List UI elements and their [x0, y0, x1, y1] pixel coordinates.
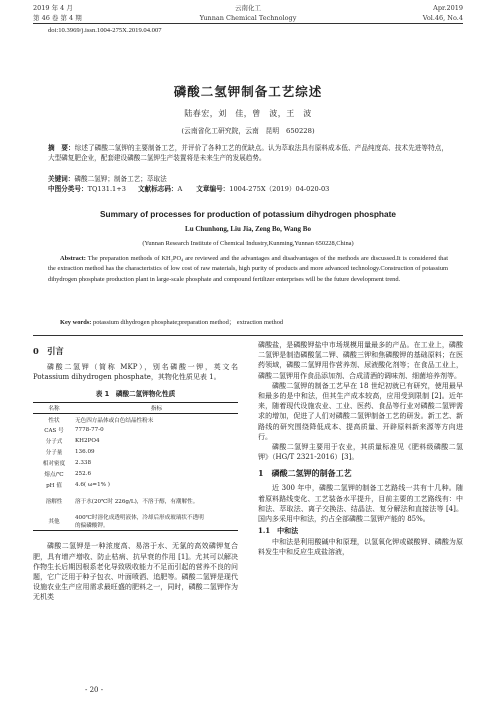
keywords-en-label: Key words:: [60, 319, 92, 326]
cls-value: TQ131.1+3: [87, 185, 126, 193]
header-rule: [33, 23, 463, 24]
table1-cell-name: 性状: [48, 417, 60, 424]
keywords-en: [48, 318, 468, 328]
subsection-1-1-paragraph: 中和法是利用酸碱中和原理，以氢氧化钾或碳酸钾、磷酸为原料发生中和反应生成盐溶液，: [258, 538, 463, 557]
article-no-value: 1004-275X（2019）04-020-03: [229, 185, 330, 193]
header-volume-cn: 第 46 卷 第 4 期: [33, 14, 82, 22]
right-paragraph-1: 磷酸盐，是磷酸钾盐中市场规模用量最多的产品。在工业上，磷酸二氢钾是制造磷酸氢二钾、磷酸三钾和焦磷酸钾的基础原料；在医药领域，磷酸二氢钾用作营养剂、尿液酸化剂等；在食品工业上，磷酸二氢钾用作食品添加剂、合成清酒的调味剂、细菌培养剂等。: [258, 341, 463, 380]
table1-cell-name: pH 值: [46, 483, 62, 490]
table1-row: [33, 425, 238, 436]
table1: [33, 402, 238, 531]
table1-cell-value: KH2PO4: [75, 438, 100, 445]
abstract-en-label: Abstract:: [60, 255, 86, 262]
affiliation-en: (Yunnan Research Institute of Chemical Industry,Kunming,Yunnan 650228,China): [142, 240, 354, 247]
table1-cell-name: CAS 号: [44, 428, 64, 435]
cls-label: 中图分类号：: [48, 185, 88, 193]
abstract-en-text: The preparation methods of KH₂PO₄ are reviewed and the advantages and disadvantages of the methods are discussed.It is considered that the extraction method has the characteristics of low cost of raw materials, high purity of products and more advanced technology.Construction of potassium dihydrogen phosphate production plant in large-scale phosphate and compound fertilizer enterprises will be the future development trend.: [48, 255, 448, 283]
table1-cell-value: 400℃时溶化成透明液体，冷却后形成玻璃状不透明的偏磷酸钾。: [75, 514, 204, 529]
authors-en: Lu Chunhong, Liu Jia, Zeng Bo, Wang Bo: [185, 225, 311, 233]
abstract-cn-label: 摘 要：: [48, 144, 75, 152]
left-paragraph-2: 磷酸二氢钾是一种浓度高、易溶于水、无氯的高效磷钾复合肥，具有增产增收、防止枯病、抗早衰的作用 [1]。尤其可以解决作物生长后期因根系老化导致吸收能力不足而引起的营养不良的问题，它广泛用于种子包衣、叶面喷洒、追肥等。磷酸二氢钾是现代设施农业生产应用需求最旺盛的肥料之一，同时，磷酸二氢钾作为无机类: [33, 542, 238, 602]
table1-cell-value: 4.6( ω=1% ): [75, 482, 110, 489]
doi: doi:10.3969/j.issn.1004-275X.2019.04.007: [48, 27, 162, 34]
header-date-cn: 2019 年 4 月: [33, 4, 73, 12]
table1-row: [33, 491, 238, 511]
abstract-en: [48, 254, 448, 285]
page-number: - 20 -: [85, 686, 104, 694]
right-paragraph-3: 磷酸二氢钾主要用于农业，其质量标准见《肥料级磷酸二氢钾》（HG/T 2321-2016）[3]。: [258, 443, 463, 462]
right-paragraph-2: 磷酸二氢钾的制备工艺早在 18 世纪初就已有研究，使用最早和最多的是中和法，但其生产成本较高，应用受到限制 [2]。近年来，随着现代设施农业、工业、医药、食品等行业对磷酸二氢钾需求的增加，促进了人们对磷酸二氢钾制备工艺的研发。新工艺、新路线的研究围绕降低成本、提高质量、开辟原料新来源等方向进行。: [258, 381, 463, 441]
table1-row: [33, 436, 238, 447]
header-journal-cn: 云南化工: [235, 4, 261, 12]
table1-cell-name: 其他: [48, 518, 60, 525]
section-1-paragraph: 近 300 年中，磷酸二氢钾的制备工艺路线一共有十几种。随着原料路线变化、工艺装备水平提升，目前主要的工艺路线有：中和法、萃取法、离子交换法、结晶法、复分解法和直接法等 [4]。国内多采用中和法，约占全部磷酸二氢钾产能的 85%。: [258, 484, 463, 524]
keywords-cn-label: 关键词：: [48, 175, 75, 183]
header-journal-en: Yunnan Chemical Technology: [199, 14, 297, 22]
abstract-cn: [48, 143, 448, 164]
table1-row: [33, 469, 238, 480]
table1-col-name: 名称: [48, 406, 60, 413]
table1-row: [33, 511, 238, 531]
code-label: 文献标志码：: [137, 185, 178, 193]
header-volume-en: Vol.46, No.4: [422, 14, 463, 22]
table1-cell-value: 136.09: [75, 449, 95, 456]
classification-line: [48, 184, 468, 194]
table1-row: [33, 480, 238, 491]
title-en: Summary of processes for production of potassium dihydrogen phosphate: [100, 209, 396, 219]
table1-cell-value: 252.6: [75, 471, 92, 478]
authors-cn: 陆春宏，刘 佳，曾 波，王 波: [184, 109, 312, 118]
abstract-cn-text: 综述了磷酸二氢钾的主要制备工艺，并评价了各种工艺的优缺点。认为萃取法具有原料成本低、产品纯度高、技术先进等特点，大型磷复肥企业，配套建设磷酸二氢钾生产装置将是未来生产的发展趋势。: [48, 144, 448, 163]
right-column: [258, 340, 463, 558]
table1-row: [33, 458, 238, 469]
header-date-en: Apr.2019: [433, 4, 463, 12]
left-column: [33, 340, 238, 603]
table1-cell-name: 分子式: [45, 439, 63, 446]
table1-cell-value: 7778-77-0: [75, 427, 104, 434]
section-1-heading: 1 磷酸二氢钾的制备工艺: [258, 468, 352, 479]
table1-cell-name: 相对密度: [42, 461, 66, 468]
intro-paragraph: 磷酸二氢钾（简称 MKP），别名磷酸一钾，英文名 Potassium dihydrogen phosphate，其物化性质见表 1。: [33, 363, 238, 382]
keywords-cn-text: 磷酸二氢钾；制备工艺；萃取法: [74, 175, 167, 183]
table1-cell-value: 2.338: [75, 460, 92, 467]
table1-row: [33, 414, 238, 425]
table1-col-value: 指标: [150, 406, 163, 413]
keywords-cn: [48, 174, 448, 184]
keywords-en-text: potassium dihydrogen phosphate;preparation method； extraction method: [93, 319, 284, 326]
table1-cell-name: 溶解性: [45, 498, 63, 505]
code-value: A: [177, 185, 183, 193]
section-0-heading: 0 引言: [33, 346, 64, 356]
table1-caption: 表 1 磷酸二氢钾物化性质: [95, 390, 176, 399]
title-cn: 磷酸二氢钾制备工艺综述: [173, 84, 323, 99]
table1-row: [33, 447, 238, 458]
table1-cell-value: 溶于水(20℃时 226g/L)，不溶于醇，有潮解性。: [75, 498, 199, 505]
article-no-label: 文章编号：: [196, 185, 230, 193]
table1-cell-name: 熔点/℃: [44, 472, 64, 479]
table1-cell-name: 分子量: [45, 450, 63, 457]
affiliation-cn: (云南省化工研究院，云南 昆明 650228): [181, 127, 315, 135]
body-rule: [33, 335, 463, 336]
subsection-1-1-heading: 1.1 中和法: [258, 526, 299, 536]
table1-cell-value: 无色四方晶体或白色结晶性粉末: [75, 417, 154, 424]
